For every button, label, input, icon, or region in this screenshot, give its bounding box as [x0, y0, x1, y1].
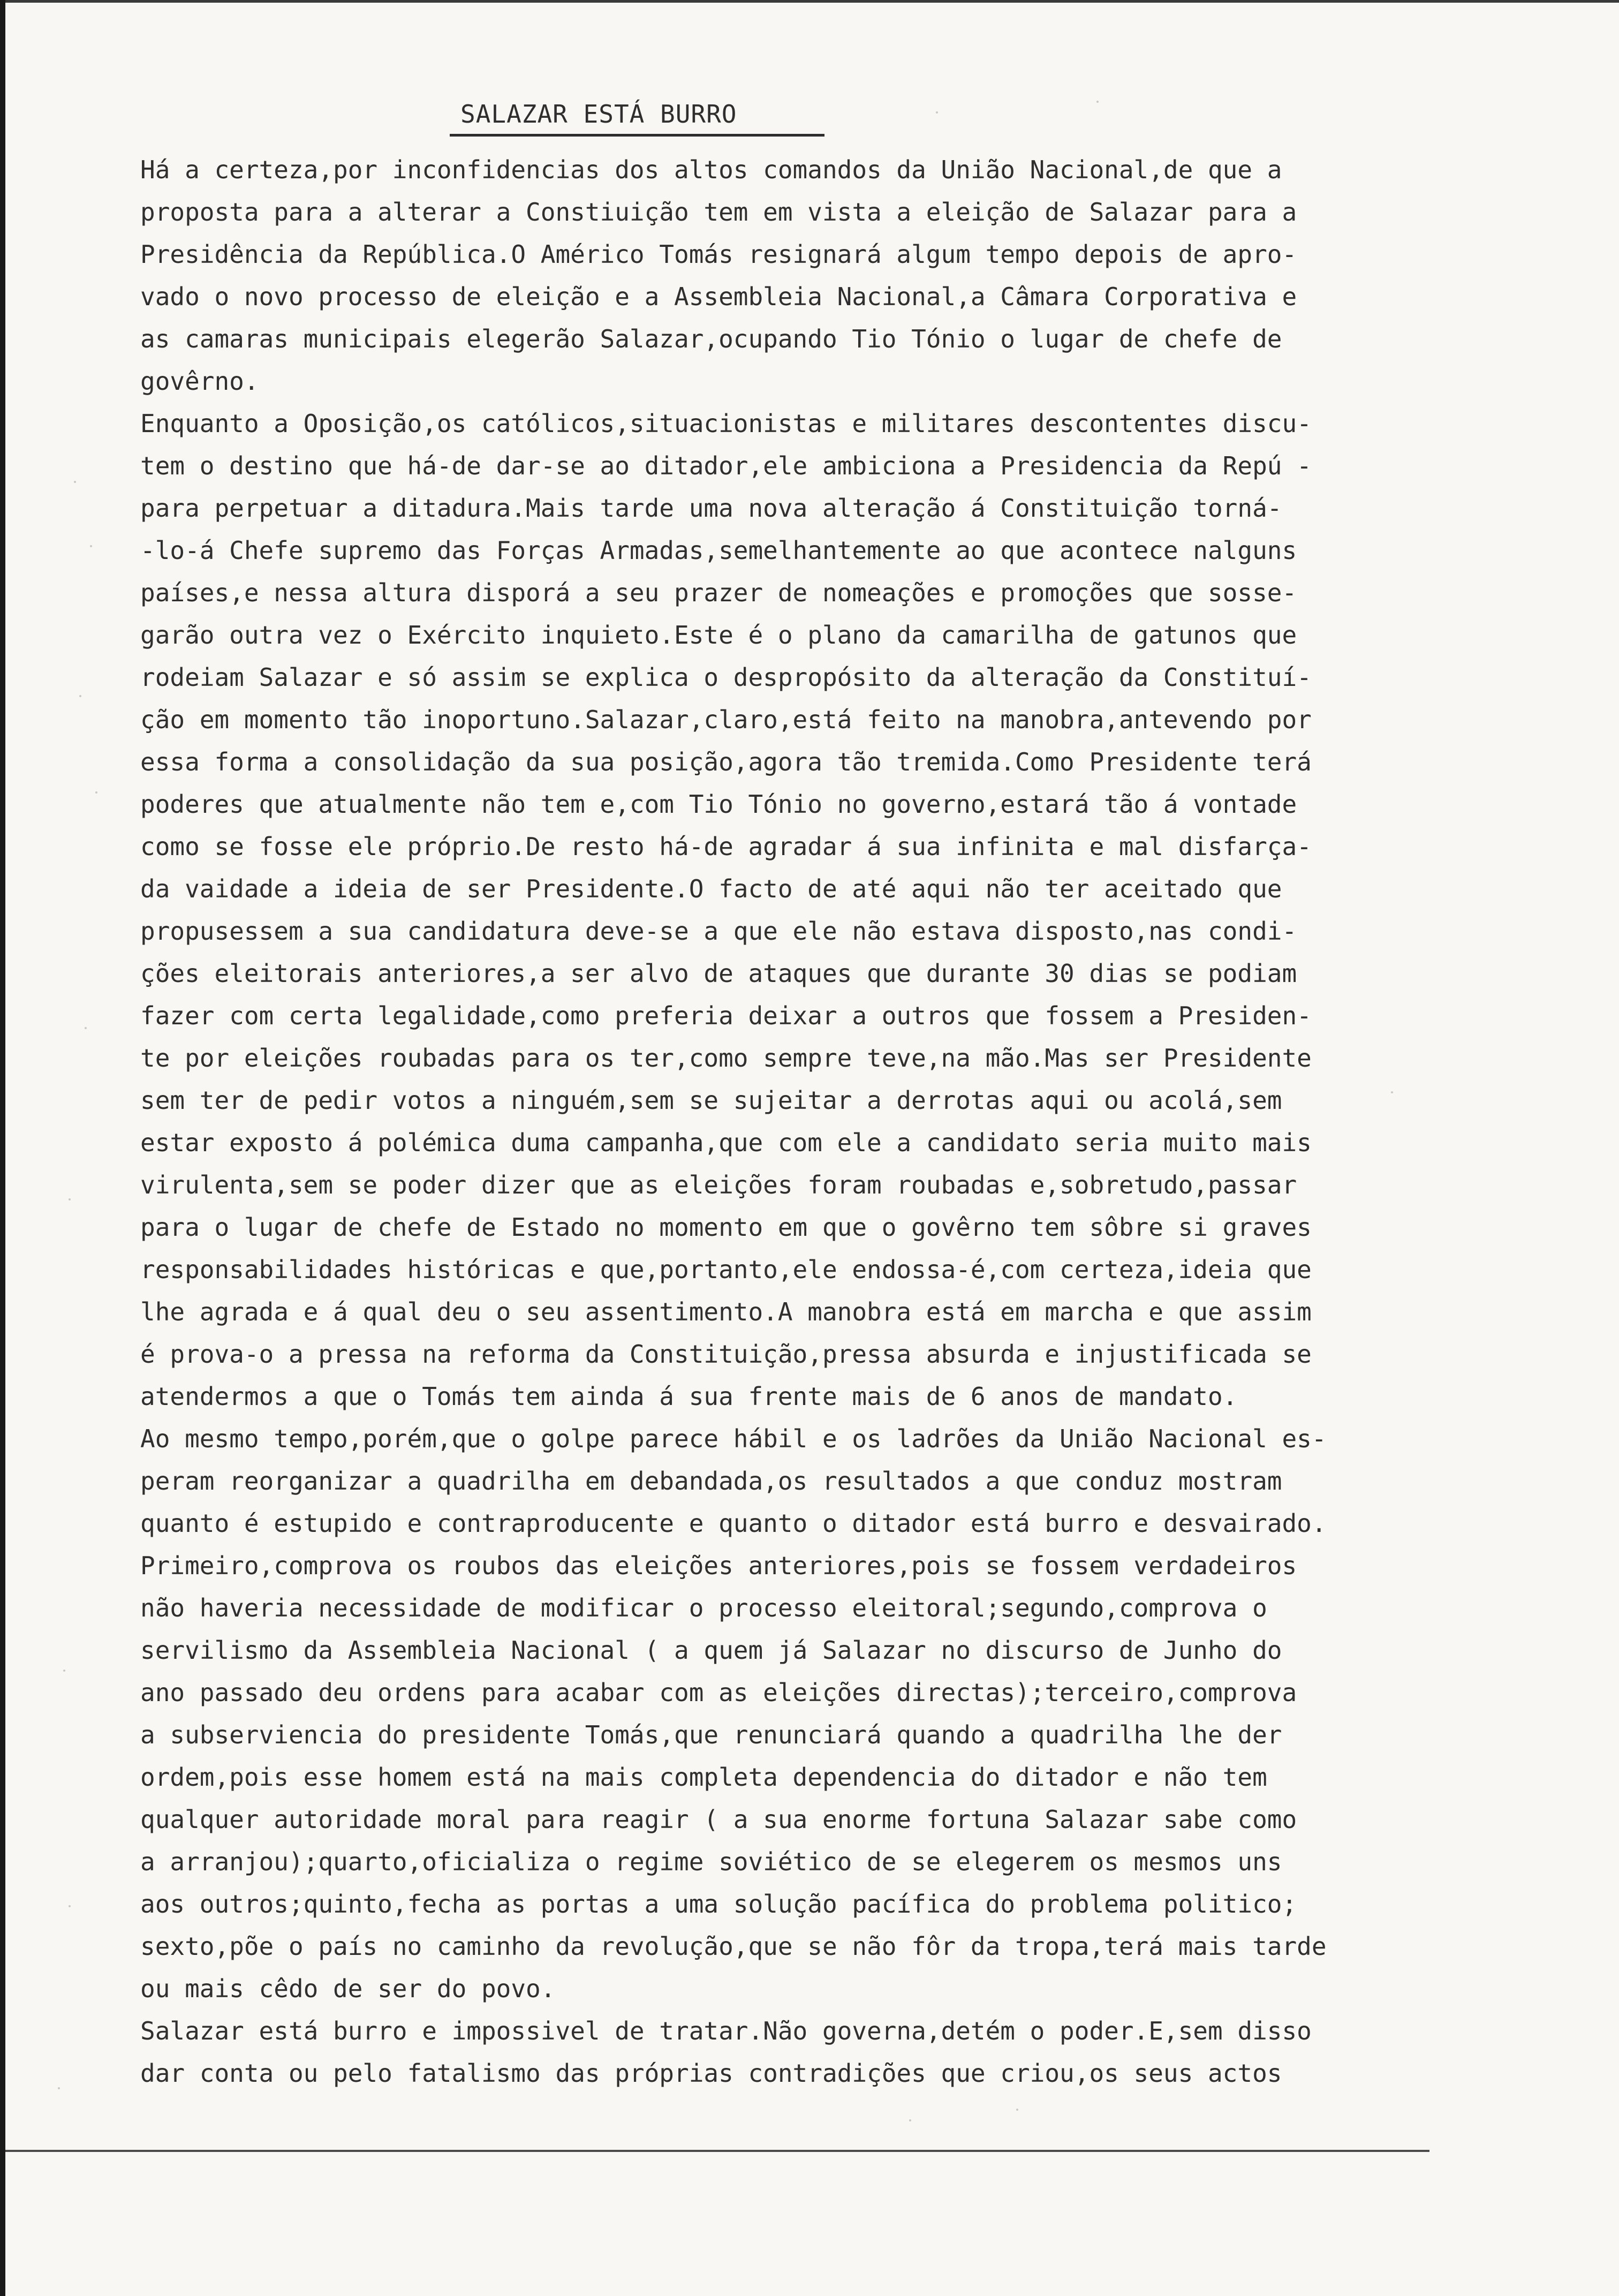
text-line: estar exposto á polémica duma campanha,que com ele a candidato seria muito mais [140, 1128, 1312, 1157]
text-line: ou mais cêdo de ser do povo. [140, 1974, 556, 2003]
text-line: Há a certeza,por inconfidencias dos altos comandos da União Nacional,de que a [140, 155, 1282, 184]
text-line: para o lugar de chefe de Estado no momento em que o govêrno tem sôbre si graves [140, 1213, 1312, 1242]
text-line: dar conta ou pelo fatalismo das próprias contradições que criou,os seus actos [140, 2059, 1282, 2088]
text-line [140, 2095, 1414, 2137]
text-line: atendermos a que o Tomás tem ainda á sua frente mais de 6 anos de mandato. [140, 1382, 1238, 1411]
text-line: aos outros;quinto,fecha as portas a uma solução pacífica do problema politico; [140, 1890, 1297, 1919]
document-title: SALAZAR ESTÁ BURRO [460, 100, 737, 129]
text-line: garão outra vez o Exército inquieto.Este é o plano da camarilha de gatunos que [140, 621, 1297, 649]
text-line: rodeiam Salazar e só assim se explica o despropósito da alteração da Constituí- [140, 663, 1312, 692]
text-line: as camaras municipais elegerão Salazar,ocupando Tio Tónio o lugar de chefe de [140, 324, 1282, 353]
text-line: Presidência da República.O Américo Tomás resignará algum tempo depois de apro- [140, 240, 1297, 269]
text-line: a arranjou);quarto,oficializa o regime soviético de se elegerem os mesmos uns [140, 1847, 1282, 1876]
text-line: poderes que atualmente não tem e,com Tio Tónio no governo,estará tão á vontade [140, 790, 1297, 819]
text-line: Primeiro,comprova os roubos das eleições anteriores,pois se fossem verdadeiros [140, 1551, 1297, 1580]
text-line: a subserviencia do presidente Tomás,que renunciará quando a quadrilha lhe der [140, 1720, 1282, 1749]
text-line: Ao mesmo tempo,porém,que o golpe parece hábil e os ladrões da União Nacional es- [140, 1424, 1327, 1453]
text-line: países,e nessa altura disporá a seu prazer de nomeações e promoções que sosse- [140, 578, 1297, 607]
text-line: govêrno. [140, 367, 259, 396]
text-line: ano passado deu ordens para acabar com as eleições directas);terceiro,comprova [140, 1678, 1297, 1707]
text-line: -lo-á Chefe supremo das Forças Armadas,semelhantemente ao que acontece nalguns [140, 536, 1297, 565]
text-line: ções eleitorais anteriores,a ser alvo de ataques que durante 30 dias se podiam [140, 959, 1297, 988]
text-line: sem ter de pedir votos a ninguém,sem se sujeitar a derrotas aqui ou acolá,sem [140, 1086, 1282, 1115]
page-left-edge [0, 0, 5, 2296]
text-line: Salazar está burro e impossivel de tratar.Não governa,detém o poder.E,sem disso [140, 2016, 1312, 2045]
bottom-rule [5, 2150, 1429, 2152]
text-line: para perpetuar a ditadura.Mais tarde uma nova alteração á Constituição torná- [140, 494, 1282, 523]
text-line: peram reorganizar a quadrilha em debandada,os resultados a que conduz mostram [140, 1467, 1282, 1496]
document-body [140, 149, 1414, 2137]
text-line: não haveria necessidade de modificar o processo eleitoral;segundo,comprova o [140, 1593, 1267, 1622]
text-line: propusessem a sua candidatura deve-se a que ele não estava disposto,nas condi- [140, 917, 1297, 946]
text-line: te por eleições roubadas para os ter,como sempre teve,na mão.Mas ser Presidente [140, 1044, 1312, 1073]
text-line: da vaidade a ideia de ser Presidente.O facto de até aqui não ter aceitado que [140, 874, 1282, 903]
text-line: ordem,pois esse homem está na mais completa dependencia do ditador e não tem [140, 1763, 1267, 1792]
text-line: proposta para a alterar a Constiuição tem em vista a eleição de Salazar para a [140, 198, 1297, 226]
text-line: vado o novo processo de eleição e a Assembleia Nacional,a Câmara Corporativa e [140, 282, 1297, 311]
text-line: Enquanto a Oposição,os católicos,situacionistas e militares descontentes discu- [140, 409, 1312, 438]
text-line: tem o destino que há-de dar-se ao ditador,ele ambiciona a Presidencia da Repú - [140, 451, 1312, 480]
page-top-edge [0, 0, 1619, 3]
text-line: como se fosse ele próprio.De resto há-de agradar á sua infinita e mal disfarça- [140, 832, 1312, 861]
text-line: qualquer autoridade moral para reagir ( a sua enorme fortuna Salazar sabe como [140, 1805, 1297, 1834]
text-line: servilismo da Assembleia Nacional ( a quem já Salazar no discurso de Junho do [140, 1636, 1282, 1665]
text-line: sexto,põe o país no caminho da revolução,que se não fôr da tropa,terá mais tarde [140, 1932, 1327, 1961]
text-line: fazer com certa legalidade,como preferia deixar a outros que fossem a Presiden- [140, 1001, 1312, 1030]
text-line: responsabilidades históricas e que,portanto,ele endossa-é,com certeza,ideia que [140, 1255, 1312, 1284]
text-line: ção em momento tão inoportuno.Salazar,claro,está feito na manobra,antevendo por [140, 705, 1312, 734]
text-line: essa forma a consolidação da sua posição,agora tão tremida.Como Presidente terá [140, 747, 1312, 776]
text-line: virulenta,sem se poder dizer que as eleições foram roubadas e,sobretudo,passar [140, 1170, 1297, 1199]
text-line: lhe agrada e á qual deu o seu assentimento.A manobra está em marcha e que assim [140, 1297, 1312, 1326]
text-line: é prova-o a pressa na reforma da Constituição,pressa absurda e injustificada se [140, 1340, 1312, 1369]
text-line: quanto é estupido e contraproducente e quanto o ditador está burro e desvairado. [140, 1509, 1327, 1538]
title-underline [450, 134, 824, 137]
